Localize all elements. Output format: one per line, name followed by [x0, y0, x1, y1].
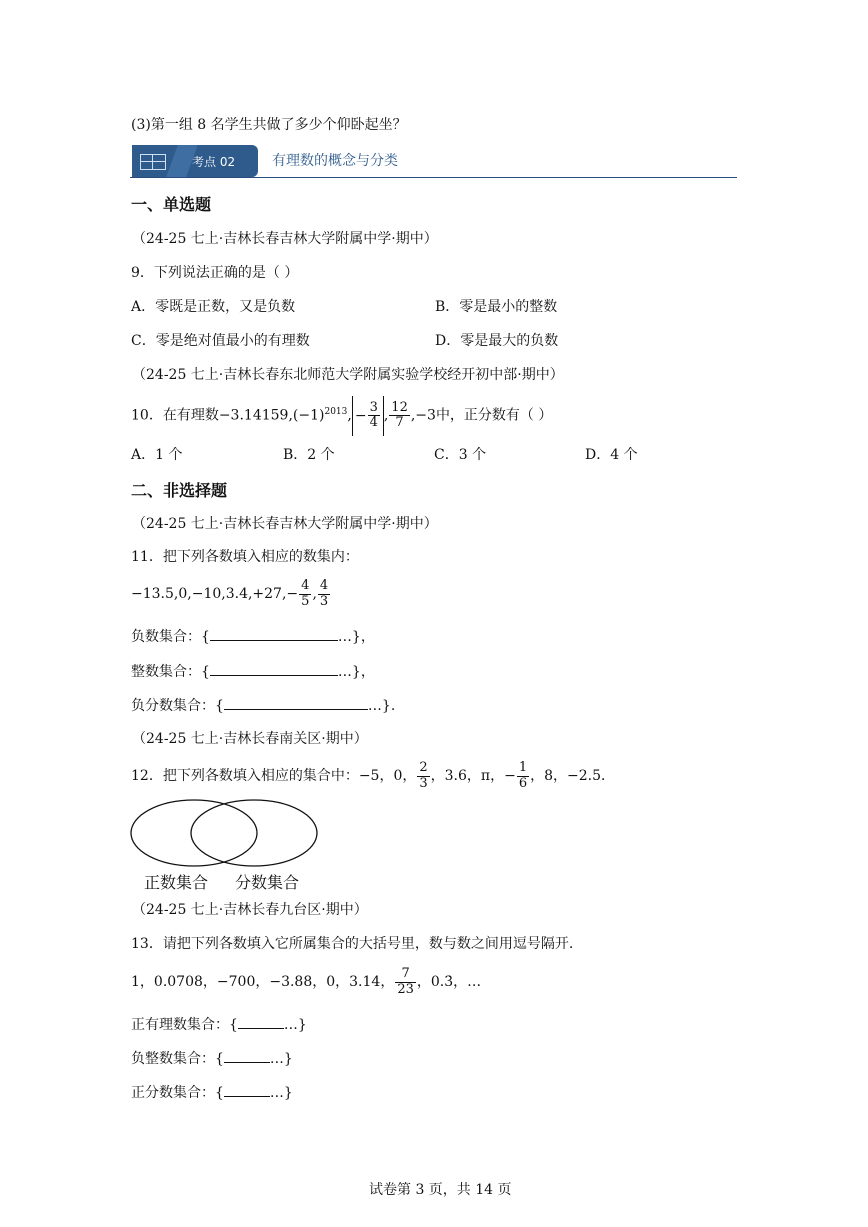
part2-heading: 二、非选择题 — [131, 481, 228, 500]
q10-option-d: D．4 个 — [585, 447, 638, 463]
q11-set-integer: 整数集合：{ …}， — [131, 661, 375, 681]
q10-stem: 10．在有理数$-3.14159,(-1)^{2013}$, − $\frac{3}{4}$ , $\frac{12}{7}$ ,−3中，正分数有（ ） — [131, 392, 552, 436]
q9-stem: 9．下列说法正确的是（ ） — [131, 265, 299, 281]
answer-blank[interactable] — [210, 661, 338, 676]
answer-blank[interactable] — [224, 695, 368, 710]
q12-source: （24-25 七上·吉林长春南关区·期中） — [132, 731, 368, 747]
venn-diagram — [128, 798, 324, 870]
q13-numbers: 1，0.0708，−700，−3.88，0，3.14， $\frac{7}{23}$ ，0.3̇，… — [131, 966, 482, 997]
q11-stem: 11．把下列各数填入相应的数集内： — [131, 549, 359, 565]
table-icon — [140, 154, 166, 170]
section-badge-label: 考点 02 — [192, 155, 236, 169]
page-footer: 试卷第 3 页，共 14 页 — [369, 1182, 512, 1198]
section-divider — [130, 177, 737, 178]
q11-source: （24-25 七上·吉林长春吉林大学附属中学·期中） — [132, 516, 438, 532]
answer-blank[interactable] — [224, 1048, 270, 1063]
section-title: 有理数的概念与分类 — [272, 153, 398, 169]
q13-set-negative-integer: 负整数集合：{ …} — [131, 1048, 293, 1068]
venn-label-fraction: 分数集合 — [235, 873, 300, 892]
part1-heading: 一、单选题 — [131, 195, 212, 214]
q13-stem: 13．请把下列各数填入它所属集合的大括号里，数与数之间用逗号隔开. — [131, 936, 574, 952]
q13-source: （24-25 七上·吉林长春九台区·期中） — [132, 902, 368, 918]
venn-left-ellipse — [131, 800, 257, 866]
venn-label-positive: 正数集合 — [144, 873, 209, 892]
q11-numbers: −13.5,0,−10,3.4,+27,− $\frac{4}{5}$ , $\frac{4}{3}$ — [131, 578, 329, 609]
answer-blank[interactable] — [238, 1014, 284, 1029]
q9-option-c: C．零是绝对值最小的有理数 — [131, 333, 310, 349]
absolute-value: − $\frac{3}{4}$ — [352, 396, 384, 436]
q13-set-positive-fraction: 正分数集合：{ …} — [131, 1082, 293, 1102]
q10-option-b: B．2 个 — [283, 447, 335, 463]
previous-question-part3: (3)第一组 8 名学生共做了多少个仰卧起坐？ — [131, 117, 407, 133]
q9-option-a: A．零既是正数，又是负数 — [131, 299, 296, 315]
q12-stem: 12．把下列各数填入相应的集合中：−5，0， $\frac{2}{3}$ ，3.6，π，− $\frac{1}{6}$ ，8，−2.5． — [131, 760, 616, 791]
q11-set-negative: 负数集合：{ …}， — [131, 626, 375, 646]
venn-right-ellipse — [191, 800, 317, 866]
q10-option-a: A．1 个 — [131, 447, 183, 463]
q11-set-negative-fraction: 负分数集合：{ …}. — [131, 695, 395, 715]
q13-set-positive-rational: 正有理数集合：{ …} — [131, 1014, 307, 1034]
q9-option-d: D．零是最大的负数 — [435, 333, 559, 349]
q9-source: （24-25 七上·吉林长春吉林大学附属中学·期中） — [132, 231, 438, 247]
q10-source: （24-25 七上·吉林长春东北师范大学附属实验学校经开初中部·期中） — [132, 367, 564, 383]
answer-blank[interactable] — [224, 1082, 270, 1097]
answer-blank[interactable] — [210, 626, 338, 641]
q9-option-b: B．零是最小的整数 — [435, 299, 558, 315]
q10-option-c: C．3 个 — [434, 447, 487, 463]
